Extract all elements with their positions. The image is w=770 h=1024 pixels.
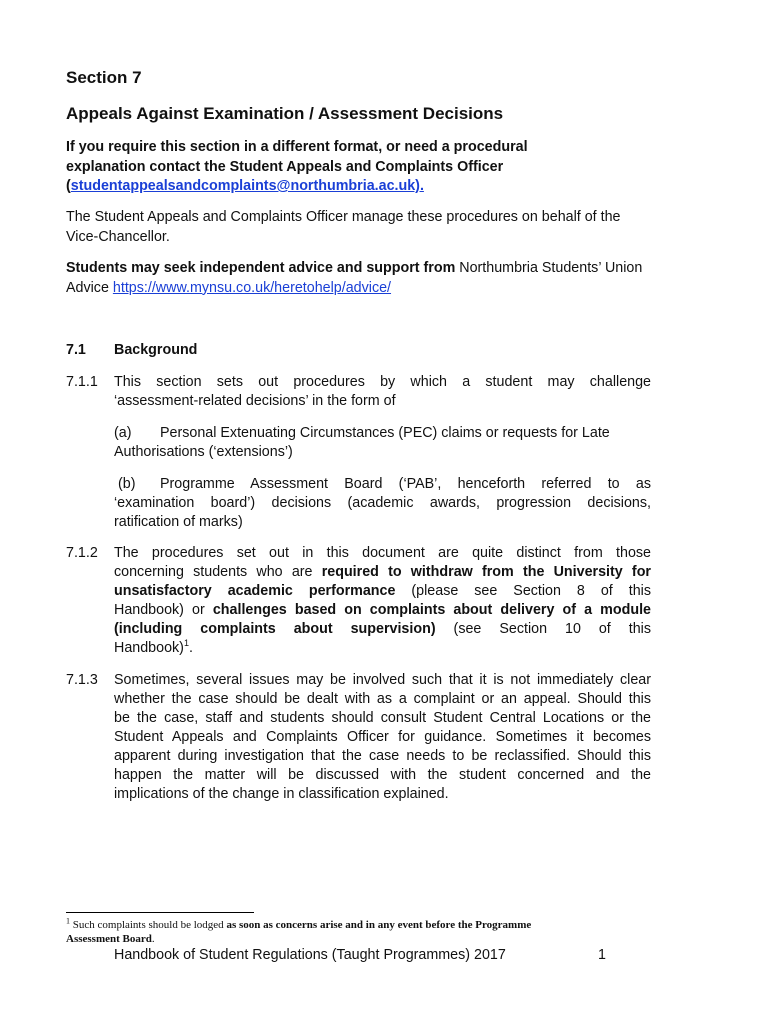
paragraph-number: 7.1.3 [66,672,98,688]
page-number: 1 [598,947,606,963]
footnote-divider [66,912,254,913]
footnote-bold: as soon as concerns arise and in any event before the Programme [226,919,532,931]
paragraph-line [114,601,651,621]
page-title: Appeals Against Examination / Assessment Decisions [66,104,504,123]
paragraph-number: 7.1.1 [66,374,98,390]
paragraph-line: be the case, staff and students should consult Student Central Locations or the [114,710,651,726]
paragraph-line: happen the matter will be discussed with the student concerned and the [114,767,651,783]
subsection-title: Background [114,342,198,358]
paragraph-line: Student Appeals and Complaints Officer for guidance. Sometimes it becomes [114,729,651,745]
list-label: (a) [114,425,132,441]
text-run: . [188,640,193,656]
footer-title: Handbook of Student Regulations (Taught Programmes) 2017 [114,947,506,963]
paragraph-line [114,563,651,583]
footnote-bold: Assessment Board [66,933,152,945]
advice-bold: Students may seek independent advice and support from [66,260,456,276]
subsection-number: 7.1 [66,342,86,358]
paragraph-line: The procedures set out in this document are quite distinct from those [114,545,651,561]
paragraph-line [114,639,193,659]
paragraph-line: Sometimes, several issues may be involved such that it is not immediately clear [114,672,651,688]
footnote-end: . [151,933,155,945]
text-run-bold: challenges based on complaints about delivery of a module [212,602,651,618]
format-notice [66,138,586,197]
text-run-bold: (including complaints about supervision) [114,621,436,637]
paragraph-line: whether the case should be dealt with as a complaint or an appeal. Should this [114,691,651,707]
text-run: Handbook) [114,640,184,656]
paragraph-line [114,582,651,602]
text-run: (see Section 10 of this [435,621,651,637]
footnote [66,918,666,946]
officer-paragraph: The Student Appeals and Complaints Officer manage these procedures on behalf of the Vice-Chancellor. [66,209,621,245]
list-line: ratification of marks) [114,514,243,530]
format-notice-text: If you require this section in a different format, or need a procedural explanation contact the Student Appeals and Complaints Officer [66,139,528,175]
advice-link[interactable]: https://www.mynsu.co.uk/heretohelp/advice/ [112,279,392,296]
list-line: Authorisations (‘extensions’) [114,444,293,460]
section-number-title: Section 7 [66,68,142,87]
text-run-bold: unsatisfactory academic performance [114,583,396,599]
list-line: Programme Assessment Board (‘PAB’, henceforth referred to as [160,476,651,492]
advice-text: Northumbria Students’ Union Advice [66,260,643,296]
email-open-paren: ( [66,178,71,194]
list-label: (b) [118,476,136,492]
text-run: concerning students who are [114,564,322,580]
paragraph-line: implications of the change in classification explained. [114,786,449,802]
paragraph-number: 7.1.2 [66,545,98,561]
text-run: (please see Section 8 of this [395,583,651,599]
footnote-reference[interactable]: 1 [183,638,189,649]
footnote-mark: 1 [66,916,70,926]
text-run: Handbook) or [114,602,213,618]
appeals-email-link[interactable]: studentappealsandcomplaints@northumbria.ac.uk). [70,178,424,194]
list-line: ‘examination board’) decisions (academic awards, progression decisions, [114,495,651,511]
paragraph-line: This section sets out procedures by which a student may challenge [114,374,651,390]
advice-paragraph [66,259,656,298]
paragraph-line: apparent during investigation that the case needs to be reclassified. Should this [114,748,651,764]
paragraph-line: ‘assessment-related decisions’ in the form of [114,393,396,409]
text-run-bold: required to withdraw from the University for [321,564,651,580]
paragraph-line [114,620,651,640]
list-line: Personal Extenuating Circumstances (PEC) claims or requests for Late [160,425,610,441]
footnote-text: Such complaints should be lodged [70,919,227,931]
